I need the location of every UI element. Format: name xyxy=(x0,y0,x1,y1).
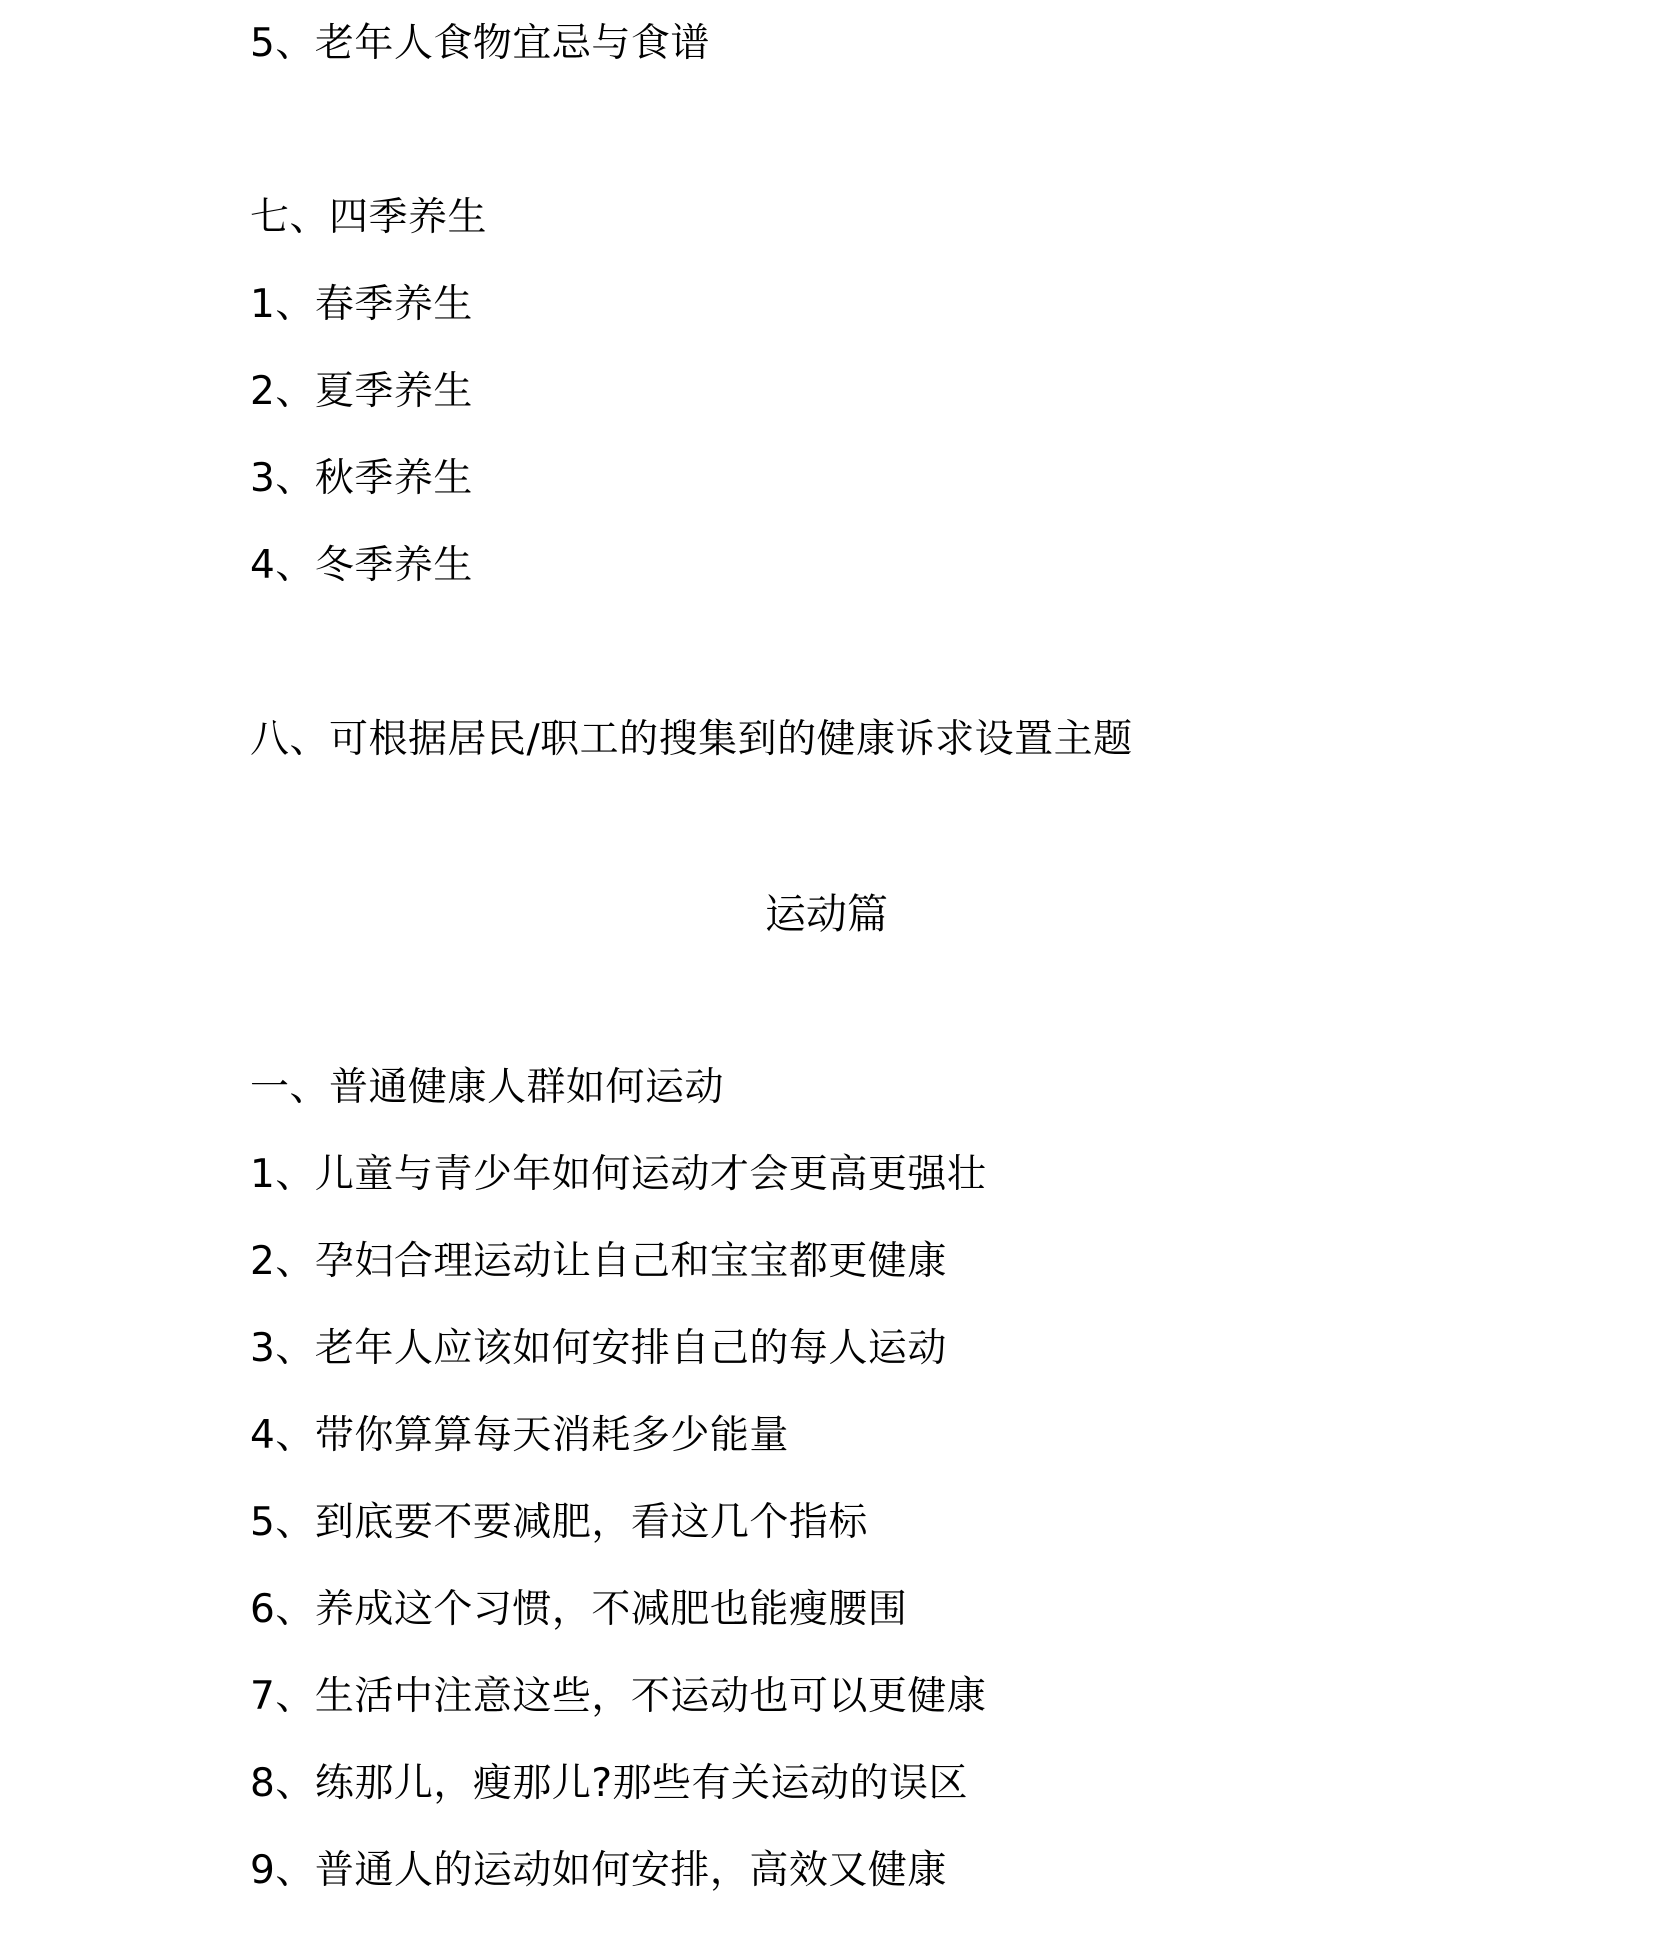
list-item: 7、生活中注意这些，不运动也可以更健康 xyxy=(250,1674,987,1719)
list-item: 1、春季养生 xyxy=(250,282,473,327)
list-item: 8、练那儿，瘦那儿?那些有关运动的误区 xyxy=(250,1761,969,1806)
list-item: 2、夏季养生 xyxy=(250,369,473,414)
list-item: 3、老年人应该如何安排自己的每人运动 xyxy=(250,1326,947,1371)
list-item: 4、冬季养生 xyxy=(250,543,473,588)
list-item: 2、孕妇合理运动让自己和宝宝都更健康 xyxy=(250,1239,947,1284)
list-item: 4、带你算算每天消耗多少能量 xyxy=(250,1413,789,1458)
list-item: 1、儿童与青少年如何运动才会更高更强壮 xyxy=(250,1152,987,1197)
list-item: 5、到底要不要减肥，看这几个指标 xyxy=(250,1500,868,1545)
section-heading-custom-topics: 八、可根据居民/职工的搜集到的健康诉求设置主题 xyxy=(250,717,1133,762)
list-item: 6、养成这个习惯，不减肥也能瘦腰围 xyxy=(250,1587,908,1632)
list-item: 3、秋季养生 xyxy=(250,456,473,501)
list-item-elderly-diet: 5、老年人食物宜忌与食谱 xyxy=(250,21,710,66)
section-heading-general-exercise: 一、普通健康人群如何运动 xyxy=(250,1065,725,1110)
chapter-title: 运动篇 xyxy=(765,890,888,938)
section-heading-four-seasons: 七、四季养生 xyxy=(250,195,488,240)
list-item: 9、普通人的运动如何安排，高效又健康 xyxy=(250,1848,947,1893)
